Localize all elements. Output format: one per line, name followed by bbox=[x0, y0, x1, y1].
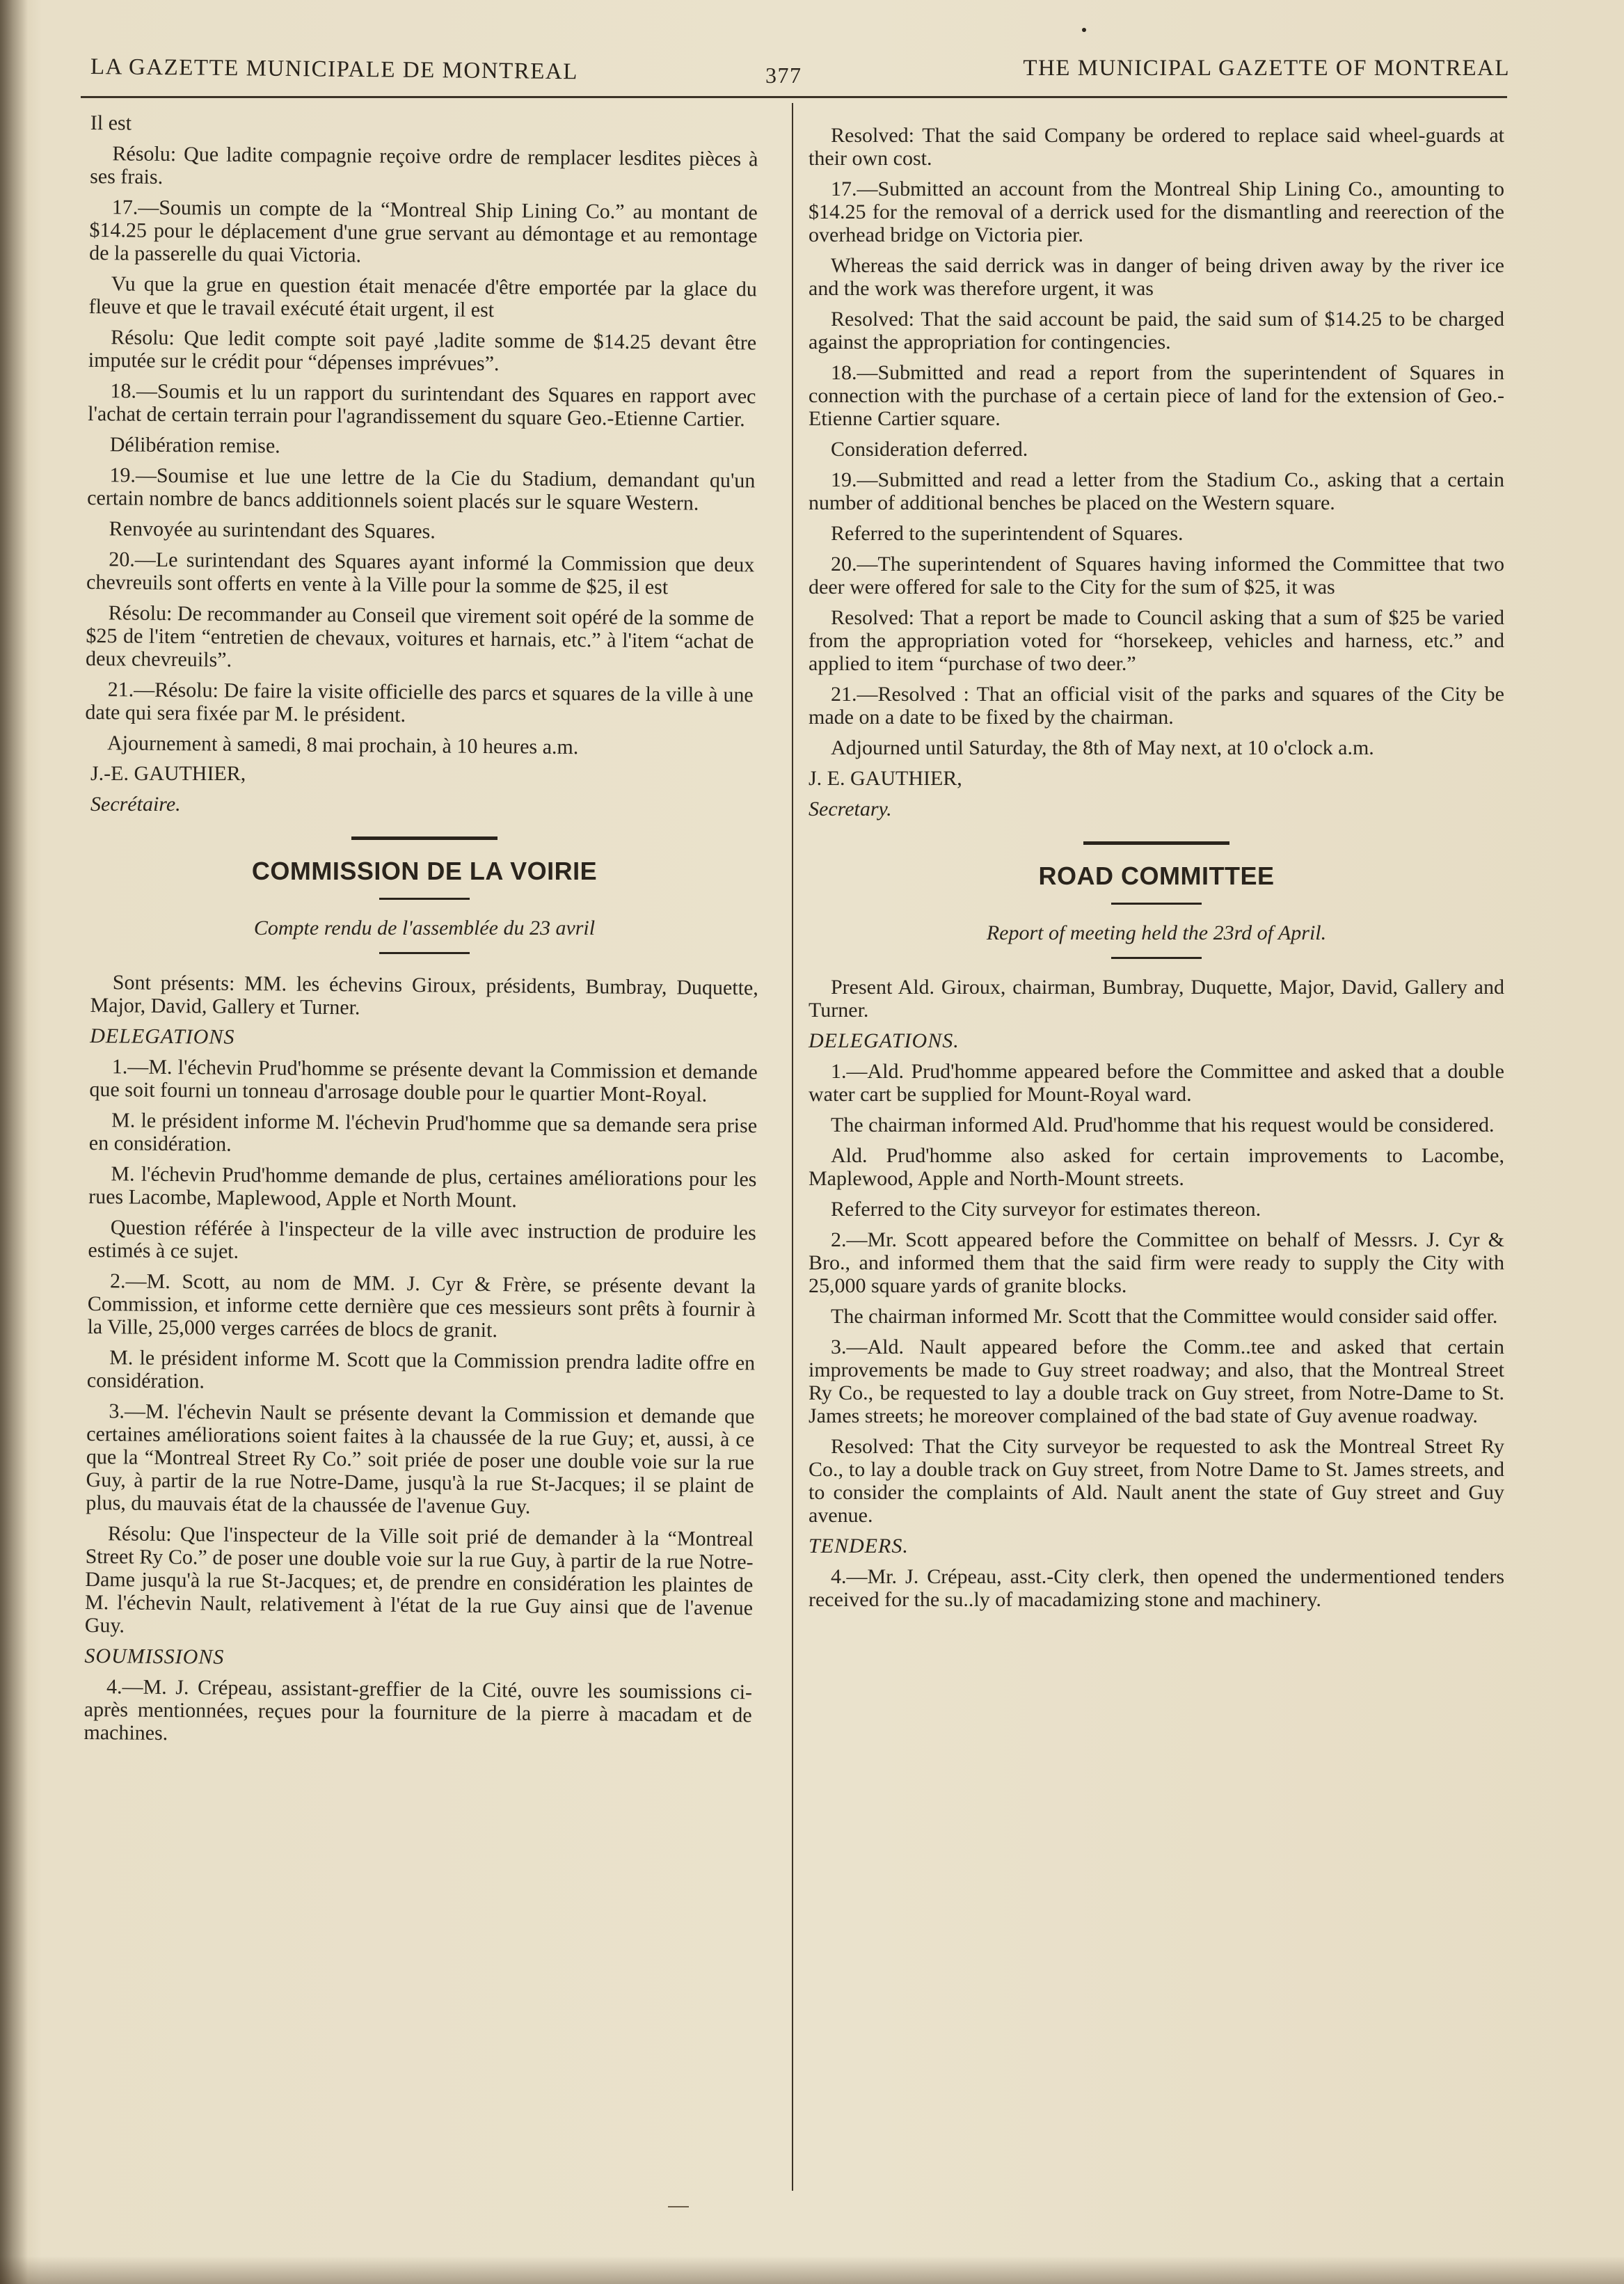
paragraph: 20.—Le surintendant des Squares ayant informé la Commission que deux chevreuils sont offerts en vente à la Ville pour la somme de $25, il est bbox=[86, 548, 755, 599]
paragraph: Délibération remise. bbox=[109, 433, 280, 458]
paragraph: Referred to the superintendent of Squares. bbox=[831, 522, 1184, 545]
paragraph: Referred to the City surveyor for estimates thereon. bbox=[831, 1198, 1261, 1221]
paragraph: 19.—Soumise et lue une lettre de la Cie du Stadium, demandant qu'un certain nombre de bancs additionnels soient placés sur le square Western. bbox=[87, 463, 756, 515]
short-rule bbox=[379, 952, 470, 954]
paragraph: Renvoyée au surintendant des Squares. bbox=[109, 517, 436, 544]
section-title: COMMISSION DE LA VOIRIE bbox=[251, 857, 598, 885]
paragraph: Resolved: That a report be made to Council asking that a sum of $25 be varied from the appropriation voted for “horsekeep, vehicles and harness, etc.” and applied to item “purchase of two deer.” bbox=[809, 606, 1504, 675]
paragraph: 21.—Résolu: De faire la visite officielle des parcs et squares de la ville à une date qui sera fixée par M. le président. bbox=[85, 678, 754, 727]
paragraph: M. le président informe M. l'échevin Prud'homme que sa demande sera prise en considération. bbox=[88, 1109, 758, 1156]
section-subtitle: Report of meeting held the 23rd of April. bbox=[986, 921, 1327, 944]
sub-heading: SOUMISSIONS bbox=[84, 1644, 225, 1669]
ink-dot bbox=[1082, 28, 1086, 32]
paragraph: 1.—Ald. Prud'homme appeared before the Committee and asked that a double water cart be supplied for Mount-Royal ward. bbox=[809, 1060, 1504, 1106]
paragraph: 2.—Mr. Scott appeared before the Committee on behalf of Messrs. J. Cyr & Bro., and informed them that the said firm were ready to supply the City with 25,000 square yards of granite blocks. bbox=[809, 1228, 1504, 1297]
left-top-text bbox=[85, 111, 758, 760]
paragraph: 19.—Submitted and read a letter from the Stadium Co., asking that a certain number of additional benches be placed on the Western square. bbox=[809, 468, 1504, 514]
paragraph: 18.—Soumis et lu un rapport du surintendant des Squares en rapport avec l'achat de certain terrain pour l'agrandissement du square Geo.-Etienne Cartier. bbox=[88, 379, 756, 431]
header-rule bbox=[81, 96, 1507, 98]
paragraph: 17.—Soumis un compte de la “Montreal Ship Lining Co.” au montant de $14.25 pour le déplacement d'une grue servant au démontage et au remontage de la passerelle du quai Victoria. bbox=[89, 196, 758, 267]
paragraph: The chairman informed Mr. Scott that the Committee would consider said offer. bbox=[831, 1305, 1498, 1328]
paragraph: Whereas the said derrick was in danger of being driven away by the river ice and the work was therefore urgent, it was bbox=[809, 254, 1504, 300]
page-number: 377 bbox=[765, 63, 802, 88]
signature-title: Secretary. bbox=[809, 798, 892, 820]
paragraph: 21.—Resolved : That an official visit of the parks and squares of the City be made on a date to be fixed by the chairman. bbox=[809, 683, 1504, 729]
short-rule bbox=[1111, 957, 1202, 959]
paragraph: Résolu: De recommander au Conseil que virement soit opéré de la somme de $25 de l'item “entretien de chevaux, voitures et harnais, etc.” à l'item “achat de deux chevreuils”. bbox=[85, 601, 754, 672]
sub-heading: TENDERS. bbox=[809, 1534, 909, 1557]
binding-shadow bbox=[0, 0, 28, 2284]
page-header bbox=[90, 50, 1510, 92]
paragraph: 1.—M. l'échevin Prud'homme se présente devant la Commission et demande que soit fourni un tonneau d'arrosage double pour le quartier Mont-Royal. bbox=[89, 1055, 758, 1107]
paragraph: Consideration deferred. bbox=[831, 438, 1028, 461]
left-column bbox=[83, 111, 758, 1752]
column-divider bbox=[792, 103, 793, 2191]
section-rule bbox=[351, 836, 497, 840]
paragraph: Sont présents: MM. les échevins Giroux, présidents, Bumbray, Duquette, Major, David, Gallery et Turner. bbox=[90, 971, 758, 1020]
paragraph: Ald. Prud'homme also asked for certain improvements to Lacombe, Maplewood, Apple and North-Mount streets. bbox=[809, 1144, 1504, 1190]
paragraph: 4.—M. J. Crépeau, assistant-greffier de la Cité, ouvre les soumissions ci-après mentionnées, reçues pour la fourniture de la pierre à macadam et de machines. bbox=[83, 1675, 753, 1745]
paragraph: Ajournement à samedi, 8 mai prochain, à 10 heures a.m. bbox=[106, 731, 579, 759]
paragraph: Present Ald. Giroux, chairman, Bumbray, Duquette, Major, David, Gallery and Turner. bbox=[809, 976, 1504, 1022]
paragraph: 3.—Ald. Nault appeared before the Comm..tee and asked that certain improvements be made to Guy street roadway; and also, that the Montreal Street Ry Co., be requested to lay a double track on Guy street, from Notre-Dame to St. James streets; he moreover complained of the bad state of Guy avenue roadway. bbox=[809, 1335, 1504, 1427]
footer-mark bbox=[668, 2206, 689, 2207]
signature: J.-E. GAUTHIER, bbox=[90, 762, 246, 785]
short-rule bbox=[379, 898, 470, 900]
section-subtitle: Compte rendu de l'assemblée du 23 avril bbox=[253, 917, 596, 939]
left-section-text bbox=[83, 971, 758, 1750]
paragraph: Résolu: Que ladite compagnie reçoive ordre de remplacer lesdites pièces à ses frais. bbox=[90, 142, 758, 189]
section-title: ROAD COMMITTEE bbox=[1038, 862, 1275, 890]
sub-heading: DELEGATIONS. bbox=[809, 1029, 960, 1052]
paragraph: Resolved: That the City surveyor be requested to ask the Montreal Street Ry Co., to lay a double track on Guy street, from Notre Dame to St. James streets, and to consider the complaints of Ald. Nault anent the state of Guy street and Guy avenue. bbox=[809, 1435, 1504, 1527]
paragraph: Question référée à l'inspecteur de la ville avec instruction de produire les estimés à ce sujet. bbox=[88, 1216, 756, 1263]
signature-title: Secrétaire. bbox=[90, 793, 181, 816]
paragraph: Résolu: Que ledit compte soit payé ,ladite somme de $14.25 devant être imputée sur le crédit pour “dépenses imprévues”. bbox=[88, 326, 757, 376]
paragraph: 18.—Submitted and read a report from the superintendent of Squares in connection with the purchase of a certain piece of land for the extension of Geo.-Etienne Cartier square. bbox=[809, 361, 1504, 430]
paragraph: Resolved: That the said Company be ordered to replace said wheel-guards at their own cost. bbox=[809, 124, 1504, 170]
paragraph: The chairman informed Ald. Prud'homme that his request would be considered. bbox=[831, 1113, 1495, 1136]
paragraph: Adjourned until Saturday, the 8th of May next, at 10 o'clock a.m. bbox=[831, 736, 1374, 759]
page-edge-shadow bbox=[0, 2256, 1624, 2284]
paragraph: M. l'échevin Prud'homme demande de plus, certaines améliorations pour les rues Lacombe, Maplewood, Apple et North Mount. bbox=[88, 1162, 757, 1212]
paragraph: 20.—The superintendent of Squares having informed the Committee that two deer were offered for sale to the City for the sum of $25, it was bbox=[809, 553, 1504, 598]
sub-heading: DELEGATIONS bbox=[90, 1024, 235, 1049]
right-column bbox=[809, 124, 1504, 1619]
paragraph: Résolu: Que l'inspecteur de la Ville soit prié de demander à la “Montreal Street Ry Co.” de poser une double voie sur la rue Guy, à partir de la rue Notre-Dame jusqu'à la rue St-Jacques; et, de prendre en considération les plaintes de M. l'échevin Nault, relativement à l'état de la rue Guy ainsi que de l'avenue Guy. bbox=[84, 1522, 754, 1637]
paragraph: Resolved: That the said account be paid, the said sum of $14.25 to be charged against the appropriation for contingencies. bbox=[809, 308, 1504, 354]
signature: J. E. GAUTHIER, bbox=[809, 767, 962, 790]
paragraph: 17.—Submitted an account from the Montreal Ship Lining Co., amounting to $14.25 for the removal of a derrick used for the dismantling and reerection of the overhead bridge on Victoria pier. bbox=[809, 177, 1504, 246]
header-right-title: THE MUNICIPAL GAZETTE OF MONTREAL bbox=[1023, 56, 1510, 81]
short-rule bbox=[1111, 903, 1202, 905]
section-rule bbox=[1083, 841, 1229, 845]
paragraph: 3.—M. l'échevin Nault se présente devant la Commission et demande que certaines améliorations soient faites à la chaussée de la rue Guy; et, aussi, à ce que la “Montreal Street Ry Co.” soit priée de poser une double voie sur la rue Guy, à partir de la rue Notre-Dame, jusqu'à la rue St-Jacques; il se plaint de plus, du mauvais état de la chaussée de l'avenue Guy. bbox=[86, 1399, 755, 1518]
paragraph: 2.—M. Scott, au nom de MM. J. Cyr & Frère, se présente devant la Commission, et informe cette dernière que ces messieurs sont prêts à fournir à la Ville, 25,000 verges carrées de blocs de granit. bbox=[87, 1269, 756, 1342]
paragraph: M. le président informe M. Scott que la Commission prendra ladite offre en considération. bbox=[86, 1346, 756, 1393]
paragraph: Il est bbox=[90, 111, 132, 135]
header-left-title: LA GAZETTE MUNICIPALE DE MONTREAL bbox=[90, 54, 579, 85]
paragraph: Vu que la grue en question était menacée d'être emportée par la glace du fleuve et que le travail exécuté était urgent, il est bbox=[88, 272, 757, 322]
paragraph: 4.—Mr. J. Crépeau, asst.-City clerk, then opened the undermentioned tenders received for the su..ly of macadamizing stone and machinery. bbox=[809, 1565, 1504, 1611]
